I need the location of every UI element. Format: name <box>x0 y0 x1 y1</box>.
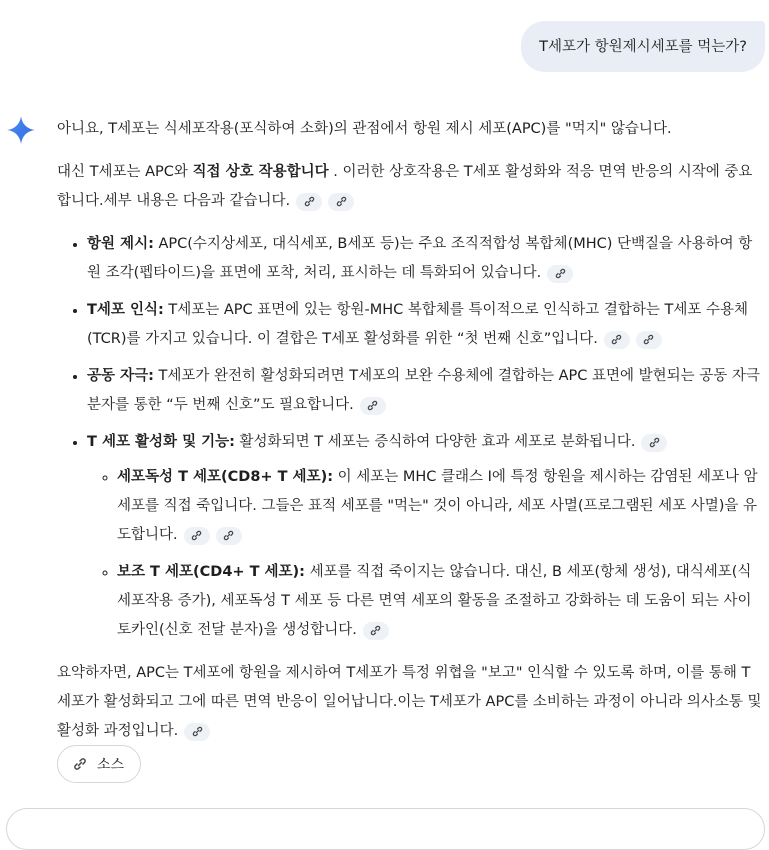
list-item <box>87 230 763 288</box>
prompt-input-box[interactable] <box>6 808 765 850</box>
list-item <box>117 463 763 550</box>
answer-summary <box>57 659 763 746</box>
bullet-text: T세포는 APC 표면에 있는 항원-MHC 복합체를 특이적으로 인식하고 결합하는 T세포 수용체(TCR)를 가지고 있습니다. 이 결합은 T세포 활성화를 위한 “첫 번째 신호”입니다. <box>87 302 748 347</box>
citation-link-icon[interactable] <box>184 723 210 741</box>
answer-paragraph-2 <box>57 158 763 216</box>
link-icon <box>72 756 88 772</box>
list-item <box>87 296 763 354</box>
bullet-list <box>57 230 763 645</box>
text-span: 대신 T세포는 APC와 <box>57 164 193 180</box>
citation-link-icon[interactable] <box>328 193 354 211</box>
sources-label: 소스 <box>97 757 125 773</box>
citation-link-icon[interactable] <box>184 527 210 545</box>
citation-link-icon[interactable] <box>216 527 242 545</box>
bullet-text: 세포를 직접 죽이지는 않습니다. 대신, B 세포(항체 생성), 대식세포(식세포작용 증가), 세포독성 T 세포 등 다른 면역 세포의 활동을 조절하고 강화하는 데 도움이 되는 사이토카인(신호 전달 분자)을 생성합니다. <box>117 564 752 638</box>
citation-link-icon[interactable] <box>636 331 662 349</box>
sources-button[interactable] <box>57 745 141 783</box>
summary-text: 요약하자면, APC는 T세포에 항원을 제시하여 T세포가 특정 위협을 "보고" 인식할 수 있도록 하며, 이를 통해 T세포가 활성화되고 그에 따른 면역 반응이 일어납니다.이는 T세포가 APC를 소비하는 과정이 아니라 의사소통 및 활성화 과정입니다. <box>57 665 762 739</box>
citation-link-icon[interactable] <box>604 331 630 349</box>
bullet-title: 세포독성 T 세포(CD8+ T 세포): <box>117 469 333 485</box>
bullet-title: T 세포 활성화 및 기능: <box>87 434 235 450</box>
bullet-title: T세포 인식: <box>87 302 164 318</box>
citation-link-icon[interactable] <box>296 193 322 211</box>
citation-link-icon[interactable] <box>360 397 386 415</box>
bullet-text: APC(수지상세포, 대식세포, B세포 등)는 주요 조직적합성 복합체(MHC) 단백질을 사용하여 항원 조각(펩타이드)을 표면에 포착, 처리, 표시하는 데 특화되어 있습니다. <box>87 236 753 281</box>
list-item <box>87 428 763 645</box>
bullet-title: 보조 T 세포(CD4+ T 세포): <box>117 564 305 580</box>
bullet-text: T세포가 완전히 활성화되려면 T세포의 보완 수용체에 결합하는 APC 표면에 발현되는 공동 자극 분자를 통한 “두 번째 신호”도 필요합니다. <box>87 368 760 413</box>
text-span: . 이러한 상호작용은 T세포 활성화와 적응 면역 반응의 시작에 중요합니다.세부 내용은 다음과 같습니다. <box>57 164 753 209</box>
list-item <box>87 362 763 420</box>
bullet-text: 활성화되면 T 세포는 증식하여 다양한 효과 세포로 분화됩니다. <box>234 434 636 450</box>
gemini-spark-icon <box>7 116 35 144</box>
user-message-bubble <box>521 21 765 72</box>
user-message-text: T세포가 항원제시세포를 먹는가? <box>539 39 747 55</box>
bold-text: 직접 상호 작용합니다 <box>192 164 329 180</box>
answer-intro: 아니요, T세포는 식세포작용(포식하여 소화)의 관점에서 항원 제시 세포(APC)를 "먹지" 않습니다. <box>57 121 672 137</box>
bullet-text: 이 세포는 MHC 클래스 I에 특정 항원을 제시하는 감염된 세포나 암세포를 직접 죽입니다. 그들은 표적 세포를 "먹는" 것이 아니라, 세포 사멸(프로그램된 세포 사멸)을 유도합니다. <box>117 469 758 543</box>
list-item <box>117 558 763 645</box>
bullet-title: 항원 제시: <box>87 236 154 252</box>
sub-bullet-list <box>87 463 763 645</box>
citation-link-icon[interactable] <box>547 265 573 283</box>
bullet-title: 공동 자극: <box>87 368 154 384</box>
citation-link-icon[interactable] <box>363 622 389 640</box>
assistant-answer <box>57 115 763 760</box>
citation-link-icon[interactable] <box>641 434 667 452</box>
